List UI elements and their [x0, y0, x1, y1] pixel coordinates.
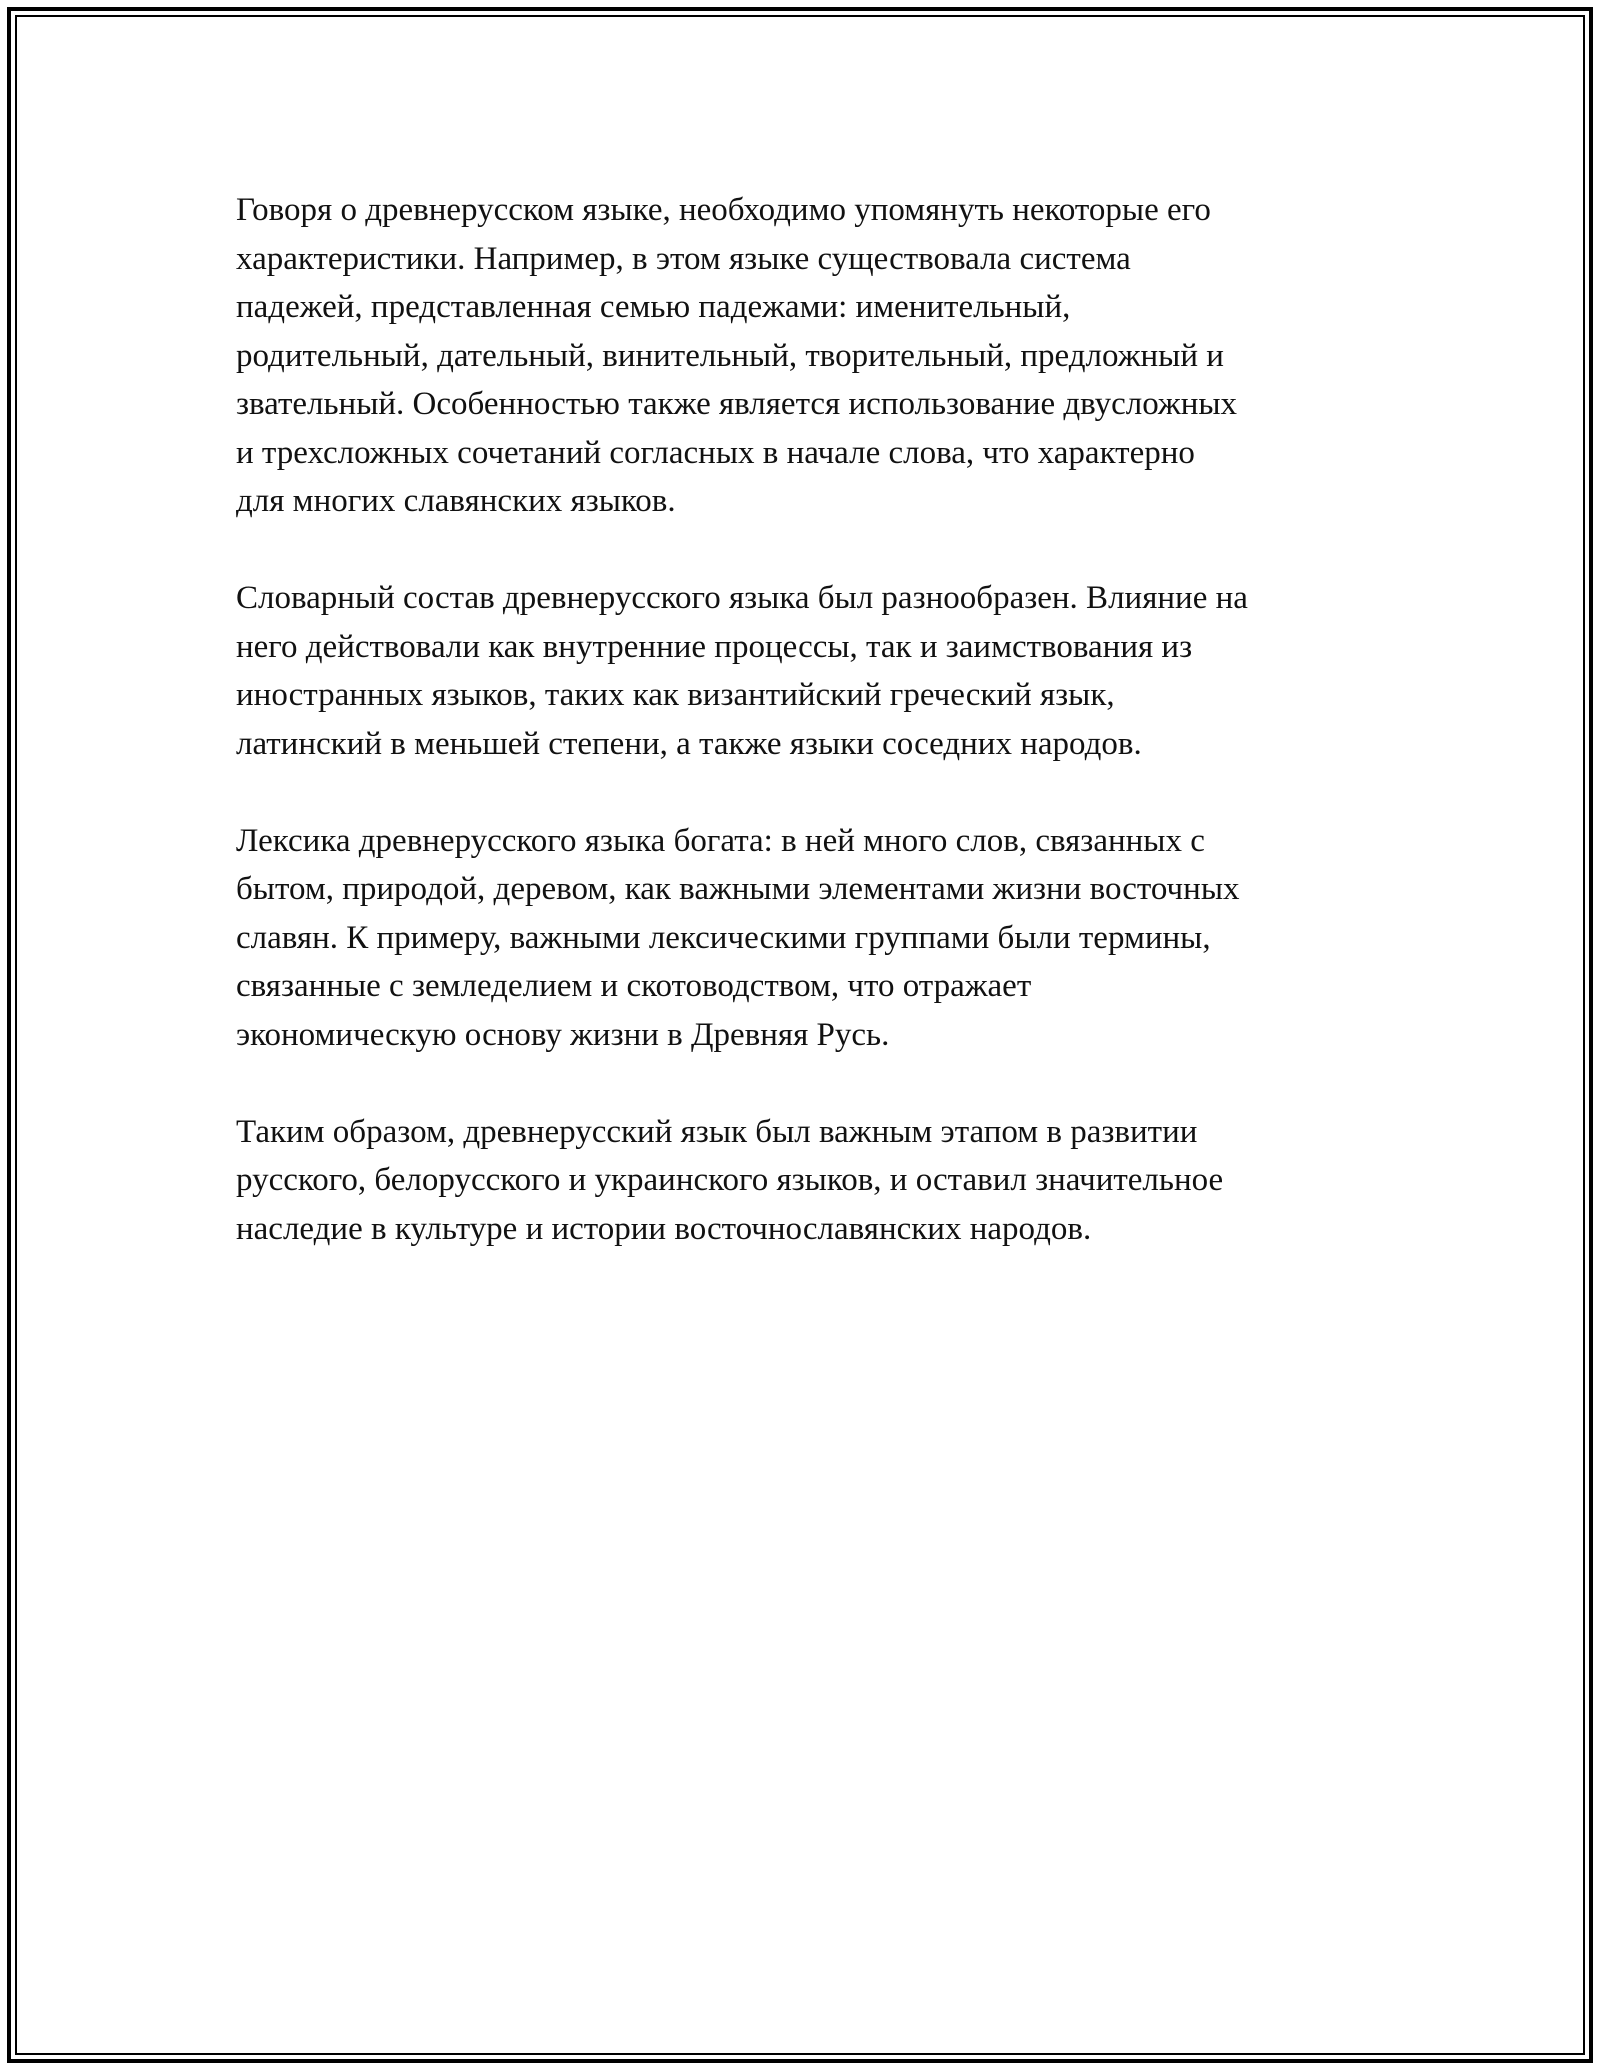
text-line: связанные с земледелием и скотоводством, что отражает — [236, 968, 1032, 1004]
text-line: экономическую основу жизни в Древняя Русь. — [236, 1016, 890, 1053]
text-line: латинский в меньшей степени, а также языки соседних народов. — [236, 725, 1142, 762]
text-line: характеристики. Например, в этом языке существовала система — [236, 240, 1131, 277]
text-line: наследие в культуре и истории восточнославянских народов. — [236, 1210, 1092, 1247]
text-line: иностранных языков, таких как византийский греческий язык, — [236, 677, 1115, 713]
text-line: для многих славянских языков. — [236, 483, 676, 519]
text-line: русского, белорусского и украинского языков, и оставил значительное — [236, 1162, 1224, 1198]
text-line: родительный, дательный, винительный, творительный, предложный и — [236, 337, 1224, 374]
text-line: звательный. Особенностью также является использование двусложных — [236, 386, 1238, 422]
text-line: Словарный состав древнерусского языка был разнообразен. Влияние на — [236, 580, 1248, 616]
text-line: Таким образом, древнерусский язык был важным этапом в развитии — [236, 1113, 1198, 1150]
text-line: него действовали как внутренние процессы, так и заимствования из — [236, 628, 1193, 665]
paragraph-case-system — [236, 186, 1376, 526]
paragraph-vocabulary — [236, 574, 1376, 768]
text-line: бытом, природой, деревом, как важными элементами жизни восточных — [236, 871, 1240, 907]
document-body — [236, 186, 1376, 1302]
text-line: Говоря о древнерусском языке, необходимо упомянуть некоторые его — [236, 192, 1211, 228]
paragraph-lexicon — [236, 817, 1376, 1060]
text-line: и трехсложных сочетаний согласных в начале слова, что характерно — [236, 434, 1195, 471]
text-line: падежей, представленная семью падежами: именительный, — [236, 289, 1071, 325]
paragraph-conclusion — [236, 1108, 1376, 1254]
text-line: Лексика древнерусского языка богата: в ней много слов, связанных с — [236, 822, 1205, 859]
text-line: славян. К примеру, важными лексическими группами были термины, — [236, 919, 1211, 956]
